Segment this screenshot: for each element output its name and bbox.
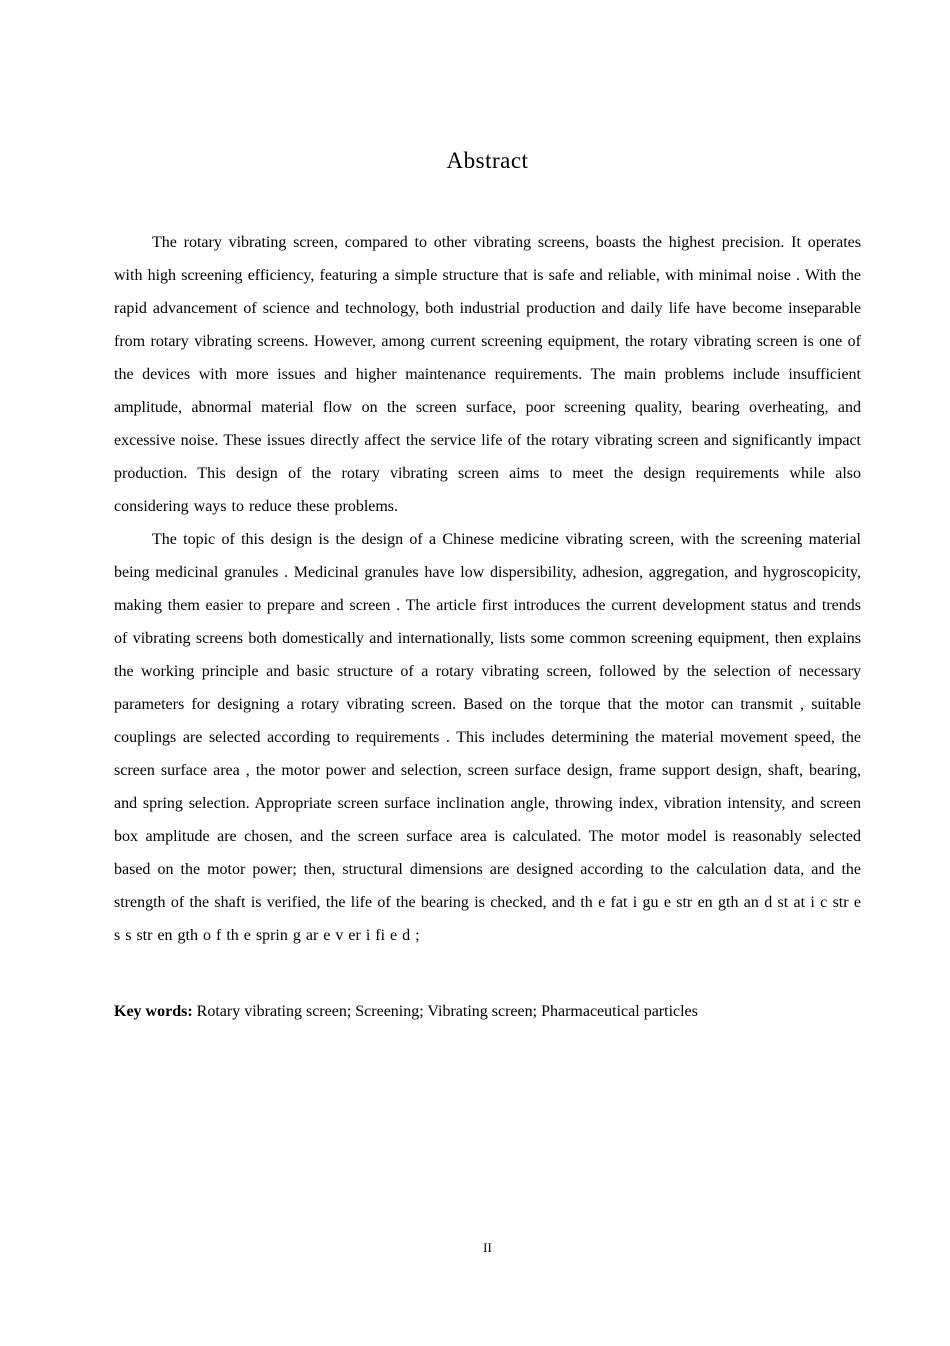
abstract-paragraph-1: The rotary vibrating screen, compared to other vibrating screens, boasts the highest precision. It operates with high screening efficiency, featuring a simple structure that is safe and reliable, with minimal noise . With the rapid advancement of science and technology, both industrial production and daily life have become inseparable from rotary vibrating screens. However, among current screening equipment, the rotary vibrating screen is one of the devices with more issues and higher maintenance requirements. The main problems include insufficient amplitude, abnormal material flow on the screen surface, poor screening quality, bearing overheating, and excessive noise. These issues directly affect the service life of the rotary vibrating screen and significantly impact production. This design of the rotary vibrating screen aims to meet the design requirements while also considering ways to reduce these problems. <box>114 234 861 515</box>
keywords-text: Rotary vibrating screen; Screening; Vibrating screen; Pharmaceutical particles <box>192 1003 698 1020</box>
keywords-line <box>114 1000 861 1024</box>
keywords-label: Key words: <box>114 1003 193 1020</box>
page-number: II <box>483 1240 492 1255</box>
abstract-paragraph-2: The topic of this design is the design of a Chinese medicine vibrating screen, with the screening material being medicinal granules . Medicinal granules have low dispersibility, adhesion, aggregation, and hygroscopicity, making them easier to prepare and screen . The article first introduces the current development status and trends of vibrating screens both domestically and internationally, lists some common screening equipment, then explains the working principle and basic structure of a rotary vibrating screen, followed by the selection of necessary parameters for designing a rotary vibrating screen. Based on the torque that the motor can transmit , suitable couplings are selected according to requirements . This includes determining the material movement speed, the screen surface area , the motor power and selection, screen surface design, frame support design, shaft, bearing, and spring selection. Appropriate screen surface inclination angle, throwing index, vibration intensity, and screen box amplitude are chosen, and the screen surface area is calculated. The motor model is reasonably selected based on the motor power; then, structural dimensions are designed according to the calculation data, and the strength of the shaft is verified, the life of the bearing is checked, and th e fat i gu e str en gth an d st at i c str e s s str en gth o f th e sprin g ar e v er i fi e d ; <box>114 531 861 944</box>
page-title: Abstract <box>446 148 529 173</box>
